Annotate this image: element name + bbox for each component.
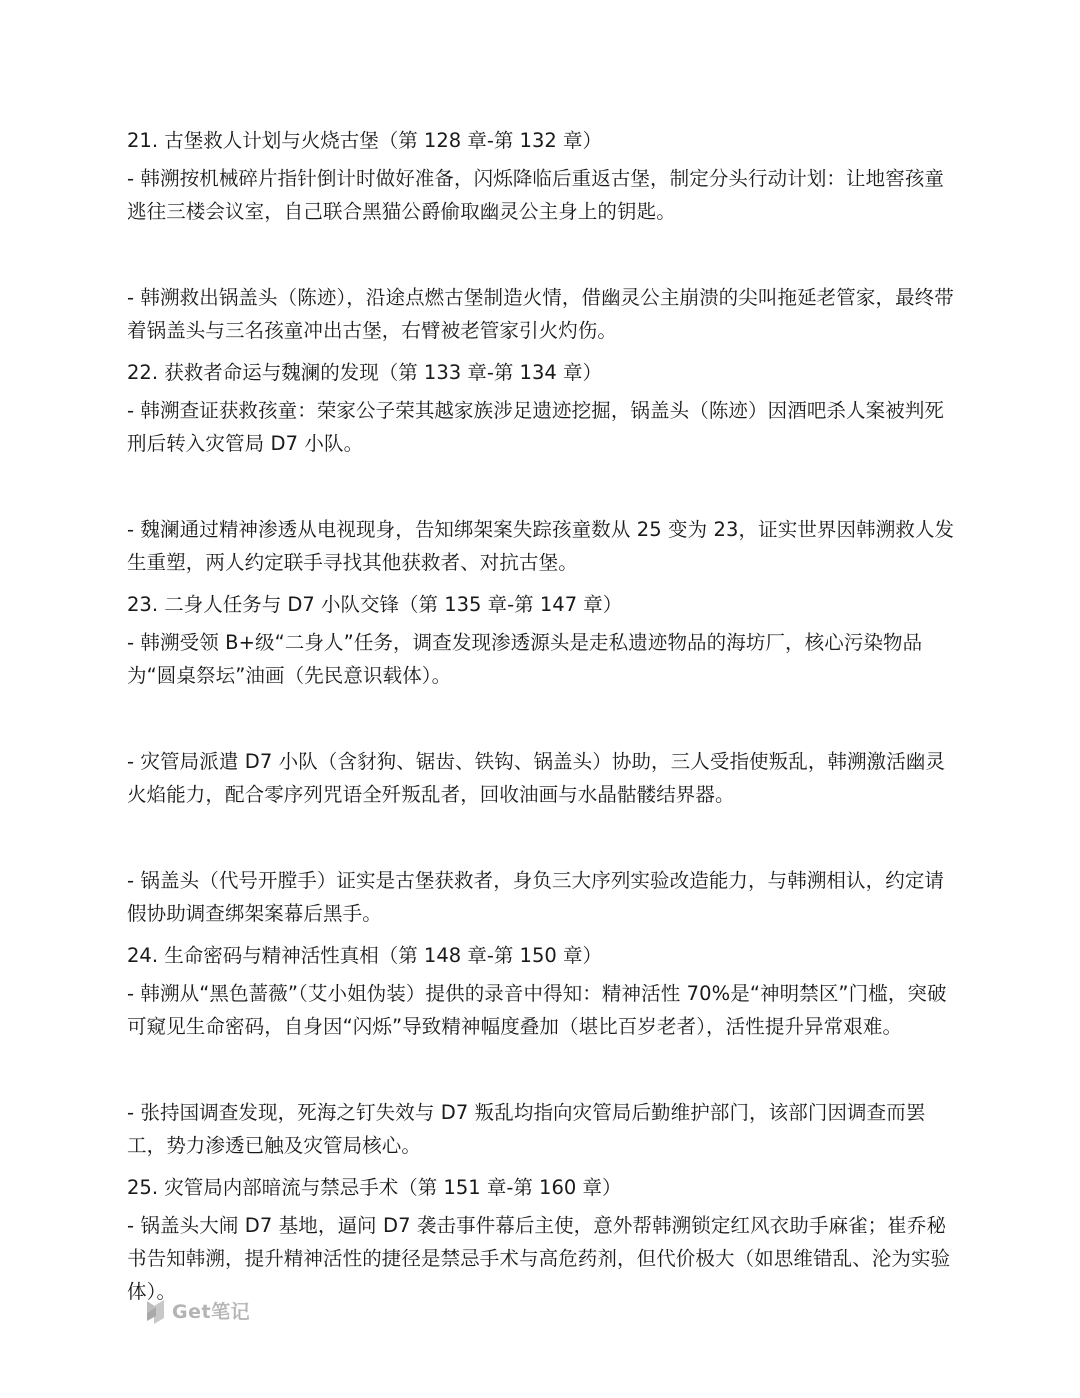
section-22-paragraph-1: - 韩溯查证获救孩童：荣家公子荣其越家族涉足遗迹挖掘，锅盖头（陈迹）因酒吧杀人案被判死刑后转入灾管局 D7 小队。: [127, 399, 945, 455]
section-heading-21: 21. 古堡救人计划与火烧古堡（第 128 章-第 132 章）: [127, 129, 602, 152]
get-notes-logo-icon: [144, 1298, 168, 1324]
section-heading-23: 23. 二身人任务与 D7 小队交锋（第 135 章-第 147 章）: [127, 593, 623, 616]
section-24-paragraph-1: - 韩溯从“黑色蔷薇”（艾小姐伪装）提供的录音中得知：精神活性 70%是“神明禁区”门槛，突破可窥见生命密码，自身因“闪烁”导致精神幅度叠加（堪比百岁老者），活性提升异常艰难。: [127, 982, 947, 1038]
document-body: [127, 124, 957, 1308]
section-heading-25: 25. 灾管局内部暗流与禁忌手术（第 151 章-第 160 章）: [127, 1176, 622, 1199]
section-22-paragraph-2: - 魏澜通过精神渗透从电视现身，告知绑架案失踪孩童数从 25 变为 23，证实世界因韩溯救人发生重塑，两人约定联手寻找其他获救者、对抗古堡。: [127, 518, 955, 574]
section-23-paragraph-1: - 韩溯受领 B+级“二身人”任务，调查发现渗透源头是走私遗迹物品的海坊厂，核心污染物品为“圆桌祭坛”油画（先民意识载体）。: [127, 631, 923, 687]
section-25-paragraph-1: - 锅盖头大闹 D7 基地，逼问 D7 袭击事件幕后主使，意外帮韩溯锁定红风衣助手麻雀；崔乔秘书告知韩溯，提升精神活性的捷径是禁忌手术与高危药剂，但代价极大（如思维错乱、沦为实验体）。: [127, 1214, 951, 1303]
section-21-paragraph-1: - 韩溯按机械碎片指针倒计时做好准备，闪烁降临后重返古堡，制定分头行动计划：让地窖孩童逃往三楼会议室，自己联合黑猫公爵偷取幽灵公主身上的钥匙。: [127, 167, 945, 223]
footer-brand-logo: [144, 1297, 250, 1324]
section-23-paragraph-2: - 灾管局派遣 D7 小队（含豺狗、锯齿、铁钩、锅盖头）协助，三人受指使叛乱，韩溯激活幽灵火焰能力，配合零序列咒语全歼叛乱者，回收油画与水晶骷髅结界器。: [127, 750, 946, 806]
section-heading-22: 22. 获救者命运与魏澜的发现（第 133 章-第 134 章）: [127, 361, 602, 384]
footer-brand-text: Get笔记: [172, 1301, 251, 1323]
section-heading-24: 24. 生命密码与精神活性真相（第 148 章-第 150 章）: [127, 944, 602, 967]
section-23-paragraph-3: - 锅盖头（代号开膛手）证实是古堡获救者，身负三大序列实验改造能力，与韩溯相认，约定请假协助调查绑架案幕后黑手。: [127, 869, 945, 925]
section-24-paragraph-2: - 张持国调查发现，死海之钉失效与 D7 叛乱均指向灾管局后勤维护部门，该部门因调查而罢工，势力渗透已触及灾管局核心。: [127, 1101, 926, 1157]
section-21-paragraph-2: - 韩溯救出锅盖头（陈迹），沿途点燃古堡制造火情，借幽灵公主崩溃的尖叫拖延老管家，最终带着锅盖头与三名孩童冲出古堡，右臂被老管家引火灼伤。: [127, 286, 954, 342]
